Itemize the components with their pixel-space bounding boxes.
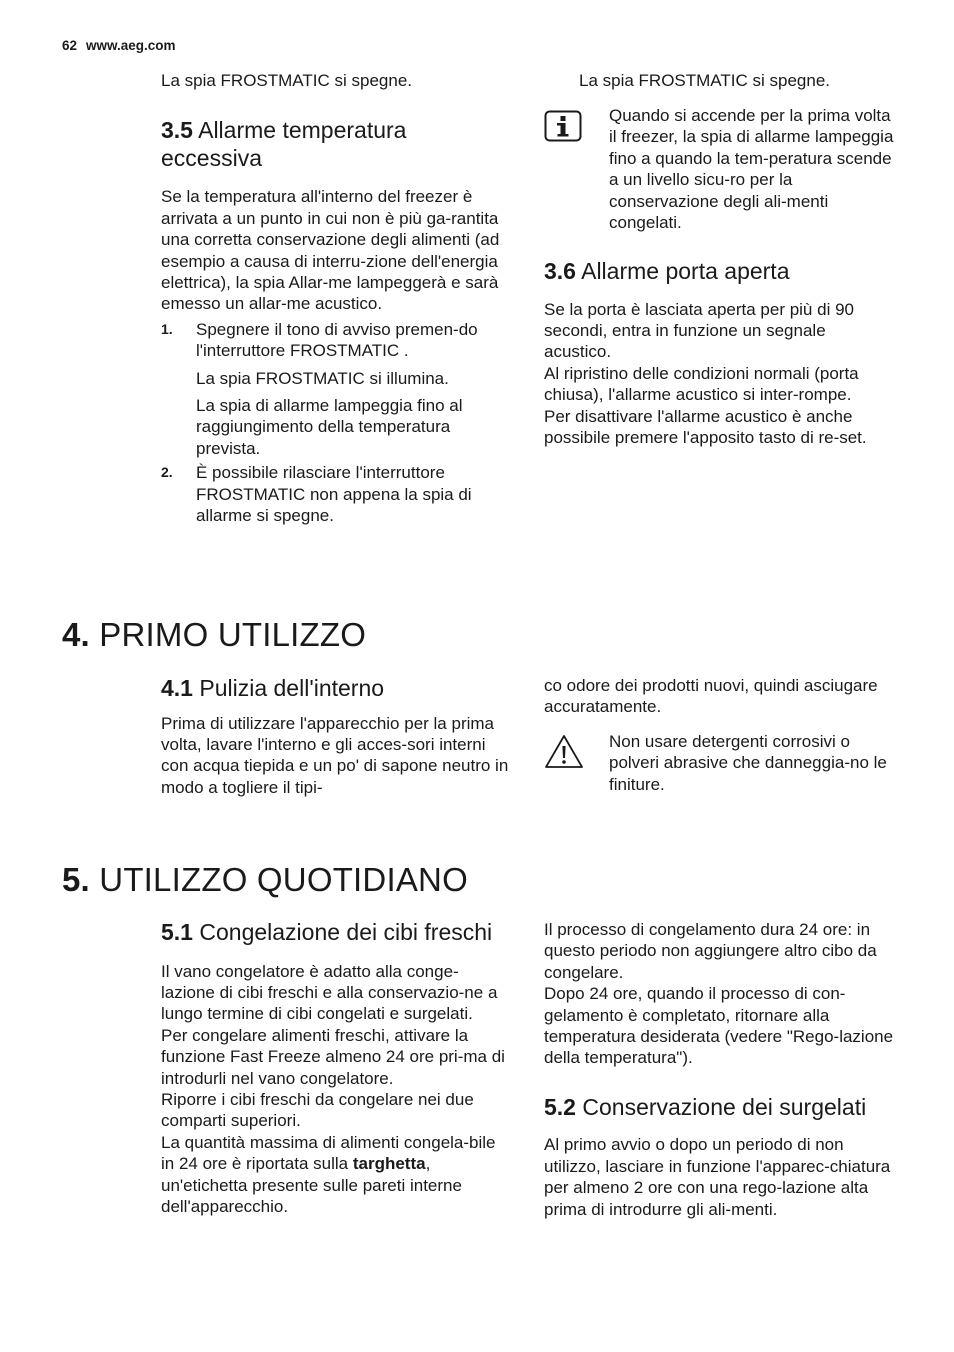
paragraph: Riporre i cibi freschi da congelare nei due comparti superiori.: [161, 1089, 474, 1131]
section-number: 3.5: [161, 117, 193, 144]
section-number: 4.1: [161, 675, 193, 701]
section-title: Allarme porta aperta: [581, 258, 790, 284]
section-title: Congelazione dei cibi freschi: [199, 919, 493, 945]
chapter-title: PRIMO UTILIZZO: [99, 616, 367, 653]
list-subitem: La spia di allarme lampeggia fino al raggiungimento della temperatura prevista.: [196, 396, 463, 458]
page-number: 62: [62, 38, 78, 53]
paragraph: [161, 1132, 511, 1218]
intro-text-right: La spia FROSTMATIC si spegne.: [579, 71, 830, 90]
paragraph: Il vano congelatore è adatto alla conge-lazione di cibi freschi e alla conservazio-ne a lungo termine di cibi congelati e surgelati.: [161, 961, 498, 1024]
section-4-1-body: Prima di utilizzare l'apparecchio per la prima volta, lavare l'interno e gli acces-sori interni con acqua tiepida e un po' di sapone neutro in modo a togliere il tipi-: [161, 713, 509, 797]
left-column-top: [161, 70, 511, 527]
bold-term: targhetta: [352, 1154, 426, 1174]
section-4-1-heading: [161, 675, 511, 703]
list-subitem: La spia FROSTMATIC si illumina.: [196, 368, 449, 388]
paragraph: Il processo di congelamento dura 24 ore: in questo periodo non aggiungere altro cibo da congelare.: [544, 920, 877, 982]
section-5-2-heading: [544, 1094, 896, 1122]
section-3-5-heading: [161, 117, 511, 172]
section-5-1-heading: [161, 919, 511, 947]
section-3-5-body: Se la temperatura all'interno del freezer è arrivata a un punto in cui non è più ga-rantita una corretta conservazione degli alimenti (ad esempio a causa di interru-zione dell'energia elettrica), la spia Allar-me lampeggerà e sarà emesso un allar-me acustico.: [161, 187, 500, 314]
warning-note: Non usare detergenti corrosivi o polveri abrasive che danneggia-no le finiture.: [609, 732, 887, 794]
section-number: 5.1: [161, 919, 193, 945]
paragraph: Al ripristino delle condizioni normali (porta chiusa), l'allarme acustico si inter-rompe.: [544, 363, 859, 405]
chapter-number: 5.: [62, 861, 90, 898]
step-number: 1.: [161, 320, 173, 337]
section-title: Allarme temperatura eccessiva: [161, 117, 407, 171]
page-header: [62, 38, 176, 53]
chapter-number: 4.: [62, 616, 90, 653]
step-text: Spegnere il tono di avviso premen-do l'interruttore FROSTMATIC .: [196, 319, 478, 361]
paragraph: Dopo 24 ore, quando il processo di con-gelamento è completato, ritornare alla temperatura desiderata (vedere "Rego-lazione della temperatura").: [544, 984, 894, 1068]
website-link[interactable]: www.aeg.com: [86, 38, 176, 53]
section-4-1-left: [161, 675, 511, 798]
section-4-1-right: [544, 675, 896, 718]
section-4-1-body-cont: co odore dei prodotti nuovi, quindi asciugare accuratamente.: [544, 676, 878, 717]
section-3-6-heading: [544, 258, 896, 286]
text-run: , un'etichetta presente sulle pareti interne dell'apparecchio.: [161, 1154, 462, 1216]
warning-icon: [544, 733, 584, 774]
steps-list: [161, 319, 511, 527]
step-text: È possibile rilasciare l'interruttore FROSTMATIC non appena la spia di allarme si spegne.: [196, 463, 472, 526]
right-column-top: [544, 258, 896, 448]
list-item: [161, 462, 511, 526]
right-intro: [579, 70, 899, 91]
section-5-1-right: [544, 919, 896, 1220]
section-title: Pulizia dell'interno: [199, 675, 385, 701]
info-icon: [544, 110, 582, 147]
text-run: La quantità massima di alimenti congela-bile in 24 ore è riportata sulla: [161, 1132, 496, 1174]
section-5-1-left: [161, 919, 511, 1217]
paragraph: Per congelare alimenti freschi, attivare la funzione Fast Freeze almeno 24 ore pri-ma di introdurli nel vano congelatore.: [161, 1025, 505, 1088]
section-title: Conservazione dei surgelati: [582, 1093, 867, 1120]
chapter-5-heading: [62, 861, 468, 899]
chapter-4-heading: [62, 616, 366, 654]
paragraph: Se la porta è lasciata aperta per più di 90 secondi, entra in funzione un segnale acustico.: [544, 299, 854, 362]
list-item: [161, 319, 511, 362]
paragraph: Per disattivare l'allarme acustico è anche possibile premere l'apposito tasto di re-set.: [544, 406, 867, 447]
section-5-2-body: Al primo avvio o dopo un periodo di non utilizzo, lasciare in funzione l'apparec-chiatura per almeno 2 ore con una rego-lazione alta prima di introdurre gli ali-menti.: [544, 1135, 891, 1219]
intro-text: La spia FROSTMATIC si spegne.: [161, 71, 412, 90]
info-note: Quando si accende per la prima volta il freezer, la spia di allarme lampeggia fino a quando la tem-peratura scende a un livello sicu-ro per la conservazione degli ali-menti congelati.: [609, 106, 894, 233]
step-number: 2.: [161, 464, 173, 481]
section-number: 5.2: [544, 1093, 576, 1120]
section-number: 3.6: [544, 258, 576, 284]
chapter-title: UTILIZZO QUOTIDIANO: [99, 861, 468, 898]
